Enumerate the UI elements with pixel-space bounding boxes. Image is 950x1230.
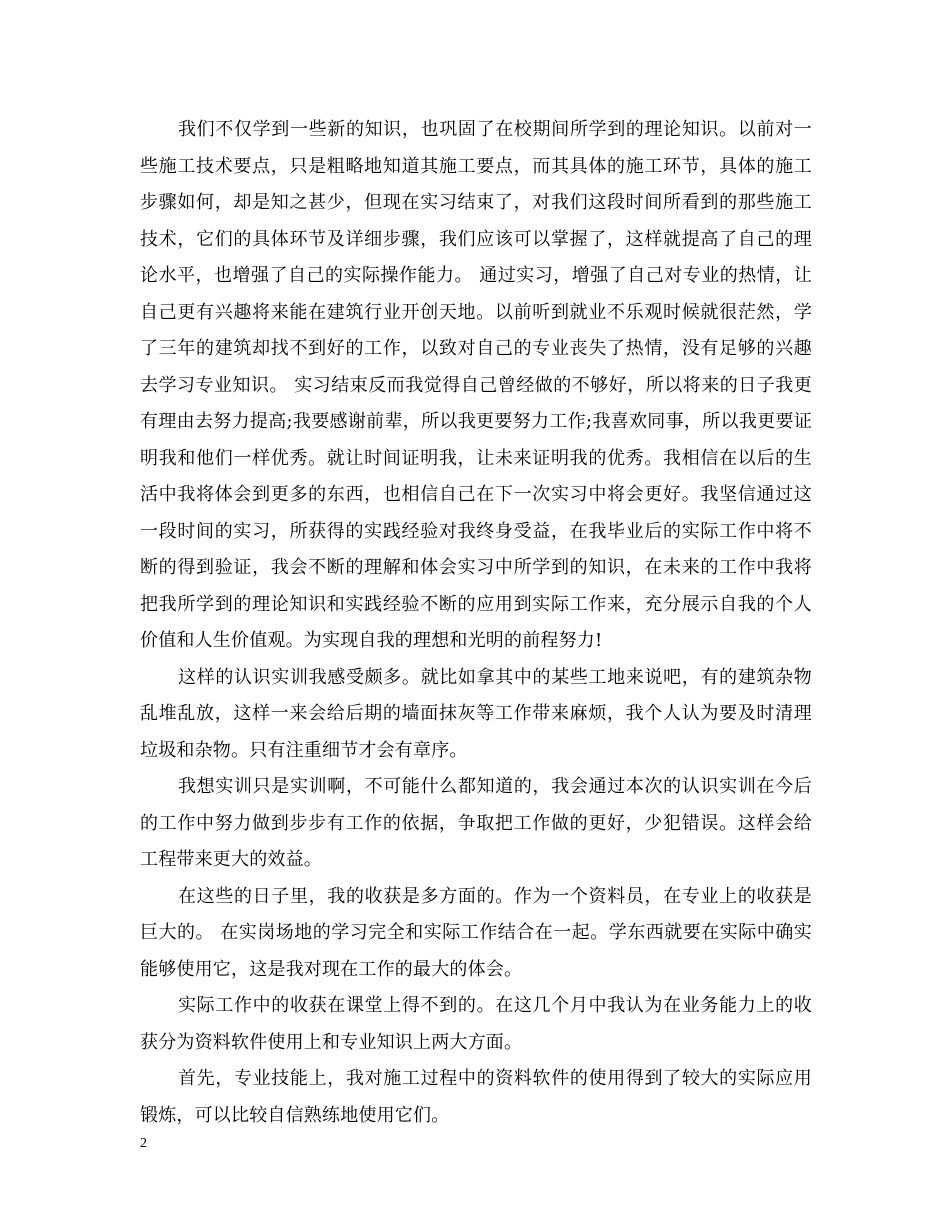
document-body [140, 112, 812, 1134]
paragraph: 在这些的日子里，我的收获是多方面的。作为一个资料员，在专业上的收获是巨大的。 在实岗场地的学习完全和实际工作结合在一起。学东西就要在实际中确实能够使用它，这是我对现在工作的最大的体会。 [140, 885, 812, 980]
paragraph: 我们不仅学到一些新的知识，也巩固了在校期间所学到的理论知识。以前对一些施工技术要点，只是粗略地知道其施工要点，而其具体的施工环节，具体的施工步骤如何，却是知之甚少，但现在实习结束了，对我们这段时间所看到的那些施工技术，它们的具体环节及详细步骤，我们应该可以掌握了，这样就提高了自己的理论水平，也增强了自己的实际操作能力。 通过实习，增强了自己对专业的热情，让自己更有兴趣将来能在建筑行业开创天地。以前听到就业不乐观时候就很茫然，学了三年的建筑却找不到好的工作，以致对自己的专业丧失了热情，没有足够的兴趣去学习专业知识。 实习结束反而我觉得自己曾经做的不够好，所以将来的日子我更有理由去努力提高;我要感谢前辈，所以我更要努力工作;我喜欢同事，所以我更要证明我和他们一样优秀。就让时间证明我，让未来证明我的优秀。我相信在以后的生活中我将体会到更多的东西，也相信自己在下一次实习中将会更好。我坚信通过这一段时间的实习，所获得的实践经验对我终身受益，在我毕业后的实际工作中将不断的得到验证，我会不断的理解和体会实习中所学到的知识，在未来的工作中我将把我所学到的理论知识和实践经验不断的应用到实际工作来，充分展示自我的个人价值和人生价值观。为实现自我的理想和光明的前程努力! [140, 119, 812, 651]
page-number: 2 [140, 1136, 147, 1151]
paragraph: 我想实训只是实训啊，不可能什么都知道的，我会通过本次的认识实训在今后的工作中努力做到步步有工作的依据，争取把工作做的更好，少犯错误。这样会给工程带来更大的效益。 [140, 776, 812, 870]
paragraph: 这样的认识实训我感受颇多。就比如拿其中的某些工地来说吧，有的建筑杂物乱堆乱放，这样一来会给后期的墙面抹灰等工作带来麻烦，我个人认为要及时清理垃圾和杂物。只有注重细节才会有章序。 [140, 666, 812, 761]
paragraph: 实际工作中的收获在课堂上得不到的。在这几个月中我认为在业务能力上的收获分为资料软件使用上和专业知识上两大方面。 [140, 995, 812, 1053]
paragraph: 首先，专业技能上，我对施工过程中的资料软件的使用得到了较大的实际应用锻炼，可以比较自信熟练地使用它们。 [140, 1068, 812, 1126]
